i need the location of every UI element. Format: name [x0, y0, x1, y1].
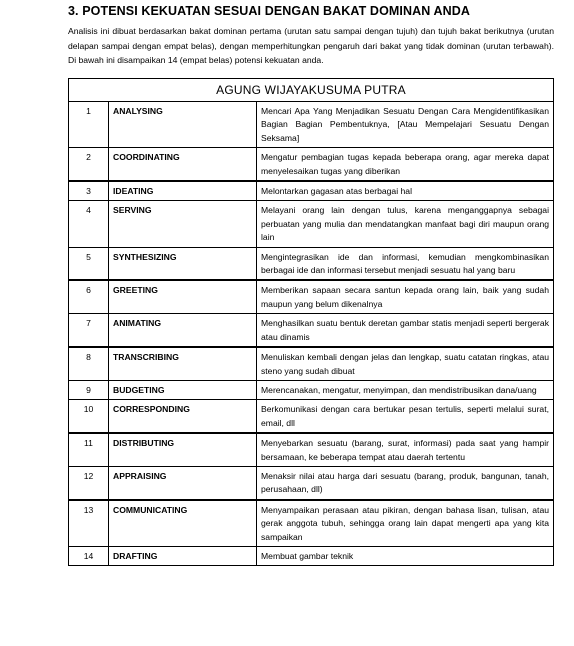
strengths-table	[68, 78, 554, 566]
strength-name: IDEATING	[109, 181, 257, 201]
row-number: 9	[69, 380, 109, 399]
table-body	[69, 102, 554, 566]
table-row	[69, 500, 554, 547]
strength-description: Membuat gambar teknik	[257, 546, 554, 565]
strength-name: ANIMATING	[109, 314, 257, 347]
row-number: 4	[69, 201, 109, 247]
table-row	[69, 201, 554, 247]
table-row	[69, 280, 554, 313]
strength-description: Menuliskan kembali dengan jelas dan lengkap, suatu catatan ringkas, atau steno yang sudah dibuat	[257, 347, 554, 380]
table-row	[69, 148, 554, 181]
table-row	[69, 247, 554, 280]
strength-description: Menaksir nilai atau harga dari sesuatu (barang, produk, bangunan, tanah, perusahaan, dll)	[257, 466, 554, 499]
strength-description: Melontarkan gagasan atas berbagai hal	[257, 181, 554, 201]
row-number: 2	[69, 148, 109, 181]
table-header-name: AGUNG WIJAYAKUSUMA PUTRA	[69, 79, 554, 102]
strength-description: Menghasilkan suatu bentuk deretan gambar statis menjadi seperti bergerak atau dinamis	[257, 314, 554, 347]
strength-name: ANALYSING	[109, 102, 257, 148]
strength-name: SERVING	[109, 201, 257, 247]
strength-description: Menyampaikan perasaan atau pikiran, dengan bahasa lisan, tulisan, atau gerak anggota tubuh, sehingga orang lain dapat mengerti apa yang kita sampaikan	[257, 500, 554, 547]
table-row	[69, 347, 554, 380]
strength-description: Mengatur pembagian tugas kepada beberapa orang, agar mereka dapat menyelesaikan tugas yang diberikan	[257, 148, 554, 181]
strength-name: SYNTHESIZING	[109, 247, 257, 280]
strength-description: Merencanakan, mengatur, menyimpan, dan mendistribusikan dana/uang	[257, 380, 554, 399]
row-number: 3	[69, 181, 109, 201]
strength-name: COORDINATING	[109, 148, 257, 181]
strength-description: Menyebarkan sesuatu (barang, surat, informasi) pada saat yang hampir bersamaan, ke beberapa tempat atau daerah tertentu	[257, 433, 554, 466]
table-row	[69, 181, 554, 201]
strength-name: DRAFTING	[109, 546, 257, 565]
table-row	[69, 102, 554, 148]
row-number: 8	[69, 347, 109, 380]
strength-description: Mengintegrasikan ide dan informasi, kemudian mengkombinasikan berbagai ide dan informasi tersebut menjadi sesuatu hal yang baru	[257, 247, 554, 280]
row-number: 11	[69, 433, 109, 466]
row-number: 5	[69, 247, 109, 280]
row-number: 6	[69, 280, 109, 313]
table-row	[69, 380, 554, 399]
strength-name: GREETING	[109, 280, 257, 313]
table-row	[69, 546, 554, 565]
strength-name: APPRAISING	[109, 466, 257, 499]
strength-name: CORRESPONDING	[109, 400, 257, 433]
row-number: 13	[69, 500, 109, 547]
strength-description: Mencari Apa Yang Menjadikan Sesuatu Dengan Cara Mengidentifikasikan Bagian Bagian Pembentuknya, [Atau Mempelajari Sesuatu Dengan Seksama]	[257, 102, 554, 148]
table-row	[69, 433, 554, 466]
table-row	[69, 314, 554, 347]
strength-name: COMMUNICATING	[109, 500, 257, 547]
row-number: 7	[69, 314, 109, 347]
row-number: 1	[69, 102, 109, 148]
strength-name: DISTRIBUTING	[109, 433, 257, 466]
strength-description: Melayani orang lain dengan tulus, karena menganggapnya sebagai perbuatan yang mulia dan mendatangkan manfaat bagi diri maupun orang lain	[257, 201, 554, 247]
row-number: 14	[69, 546, 109, 565]
row-number: 12	[69, 466, 109, 499]
section-heading: 3. POTENSI KEKUATAN SESUAI DENGAN BAKAT DOMINAN ANDA	[68, 4, 470, 18]
strength-name: TRANSCRIBING	[109, 347, 257, 380]
strength-description: Berkomunikasi dengan cara bertukar pesan tertulis, seperti melalui surat, email, dll	[257, 400, 554, 433]
intro-paragraph: Analisis ini dibuat berdasarkan bakat dominan pertama (urutan satu sampai dengan tujuh) dan tujuh bakat berikutnya (urutan delapan sampai dengan empat belas), dengan memperhitungkan pengaruh dari bakat yang tidak dominan (urutan terbawah). Di bawah ini disampaikan 14 (empat belas) potensi kekuatan anda.	[68, 26, 554, 65]
strength-description: Memberikan sapaan secara santun kepada orang lain, baik yang sudah maupun yang belum dikenalnya	[257, 280, 554, 313]
table-row	[69, 466, 554, 499]
strength-name: BUDGETING	[109, 380, 257, 399]
table-row	[69, 400, 554, 433]
row-number: 10	[69, 400, 109, 433]
